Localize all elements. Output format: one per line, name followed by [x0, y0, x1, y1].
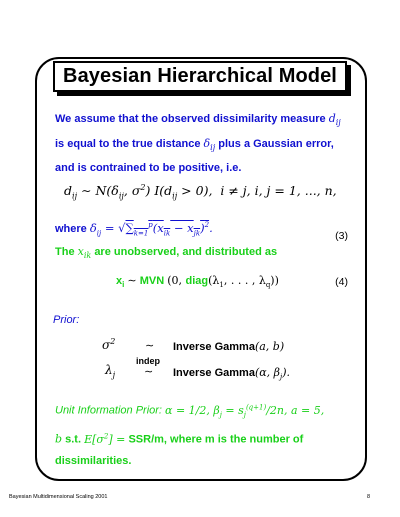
unit-info-line-1: Unit Information Prior: α = 1/2, $\beta_j = s_j^{(q+1)}/2n$, a = 5,	[55, 403, 325, 419]
intro-line-2: is equal to the true distance $\delta_{ij}$ plus a Gaussian error,	[55, 137, 334, 153]
intro-line-3: and is contrained to be positive, i.e.	[55, 162, 242, 175]
footer-left: Bayesian Multidimensional Scaling 2001	[9, 494, 108, 500]
prior-label: Prior:	[53, 314, 80, 326]
footer-page-number: 8	[366, 494, 370, 500]
prior-row-1-rel: ∼	[145, 339, 155, 352]
slide-title: Bayesian Hierarchical Model	[63, 65, 337, 87]
eq4-lhs: $x_i$	[116, 275, 125, 290]
unit-info-expectation: $E[\sigma^2]$ =	[84, 431, 126, 446]
where-expression: $\delta_{ij} = √\sum_{k=1}^p(x_{ik} - x_{jk})^2$.	[89, 220, 213, 238]
prior-row-2-dist: Inverse Gamma(α, $\beta_j$).	[173, 366, 290, 382]
unit-info-paragraph	[55, 397, 355, 472]
equation-3-number: (3)	[335, 230, 348, 242]
symbol-d-ij: $d_{ij}$	[328, 112, 341, 128]
equation-4: $x_i$ ∼ MVN (0, $diag(\lambda_1$, . . . , $\lambda_q$))	[116, 274, 279, 290]
prior-row-2-over: indep	[136, 356, 160, 366]
symbol-delta-ij: $\delta_{ij}$	[203, 137, 216, 153]
unit-info-line-3: dissimilarities.	[55, 454, 132, 467]
intro-paragraph	[55, 108, 355, 179]
unit-info-expression: α = 1/2, $\beta_j = s_j^{(q+1)}/2n$, a = 5,	[165, 403, 325, 419]
prior-row-sigma: $\sigma^2$	[102, 337, 116, 352]
eq4-args: (0, $diag(\lambda_1$, . . . , $\lambda_q$))	[167, 274, 279, 290]
symbol-x-ik: $x_{ik}$	[77, 245, 92, 261]
green-sentence: The $x_{ik}$ are unobserved, and distributed as	[55, 245, 278, 261]
title-box	[53, 61, 347, 92]
unit-info-line-2: b s.t. $E[\sigma^2] = SSR/m$, where m is the number of	[55, 431, 304, 446]
where-line: where $\delta_{ij} = √\sum_{k=1}^p(x_{ik} - x_{jk})^2$.	[55, 220, 213, 238]
equation-4-number: (4)	[335, 276, 348, 288]
prior-row-2-rel: ∼	[144, 365, 154, 378]
equation-3: $d_{ij}$ ∼ $N(\delta_{ij}$, $\sigma^2$) $I(d_{ij} > 0)$, i ≠ j, i, j = 1, ..., n,	[64, 183, 337, 201]
prior-row-2-args: (α, $\beta_j$).	[254, 366, 290, 382]
prior-row-1-dist: Inverse Gamma(a, b)	[173, 340, 285, 353]
prior-row-lambda: $\lambda_j$	[105, 363, 116, 380]
intro-line-1: We assume that the observed dissimilarity measure $d_{ij}$	[55, 112, 341, 128]
